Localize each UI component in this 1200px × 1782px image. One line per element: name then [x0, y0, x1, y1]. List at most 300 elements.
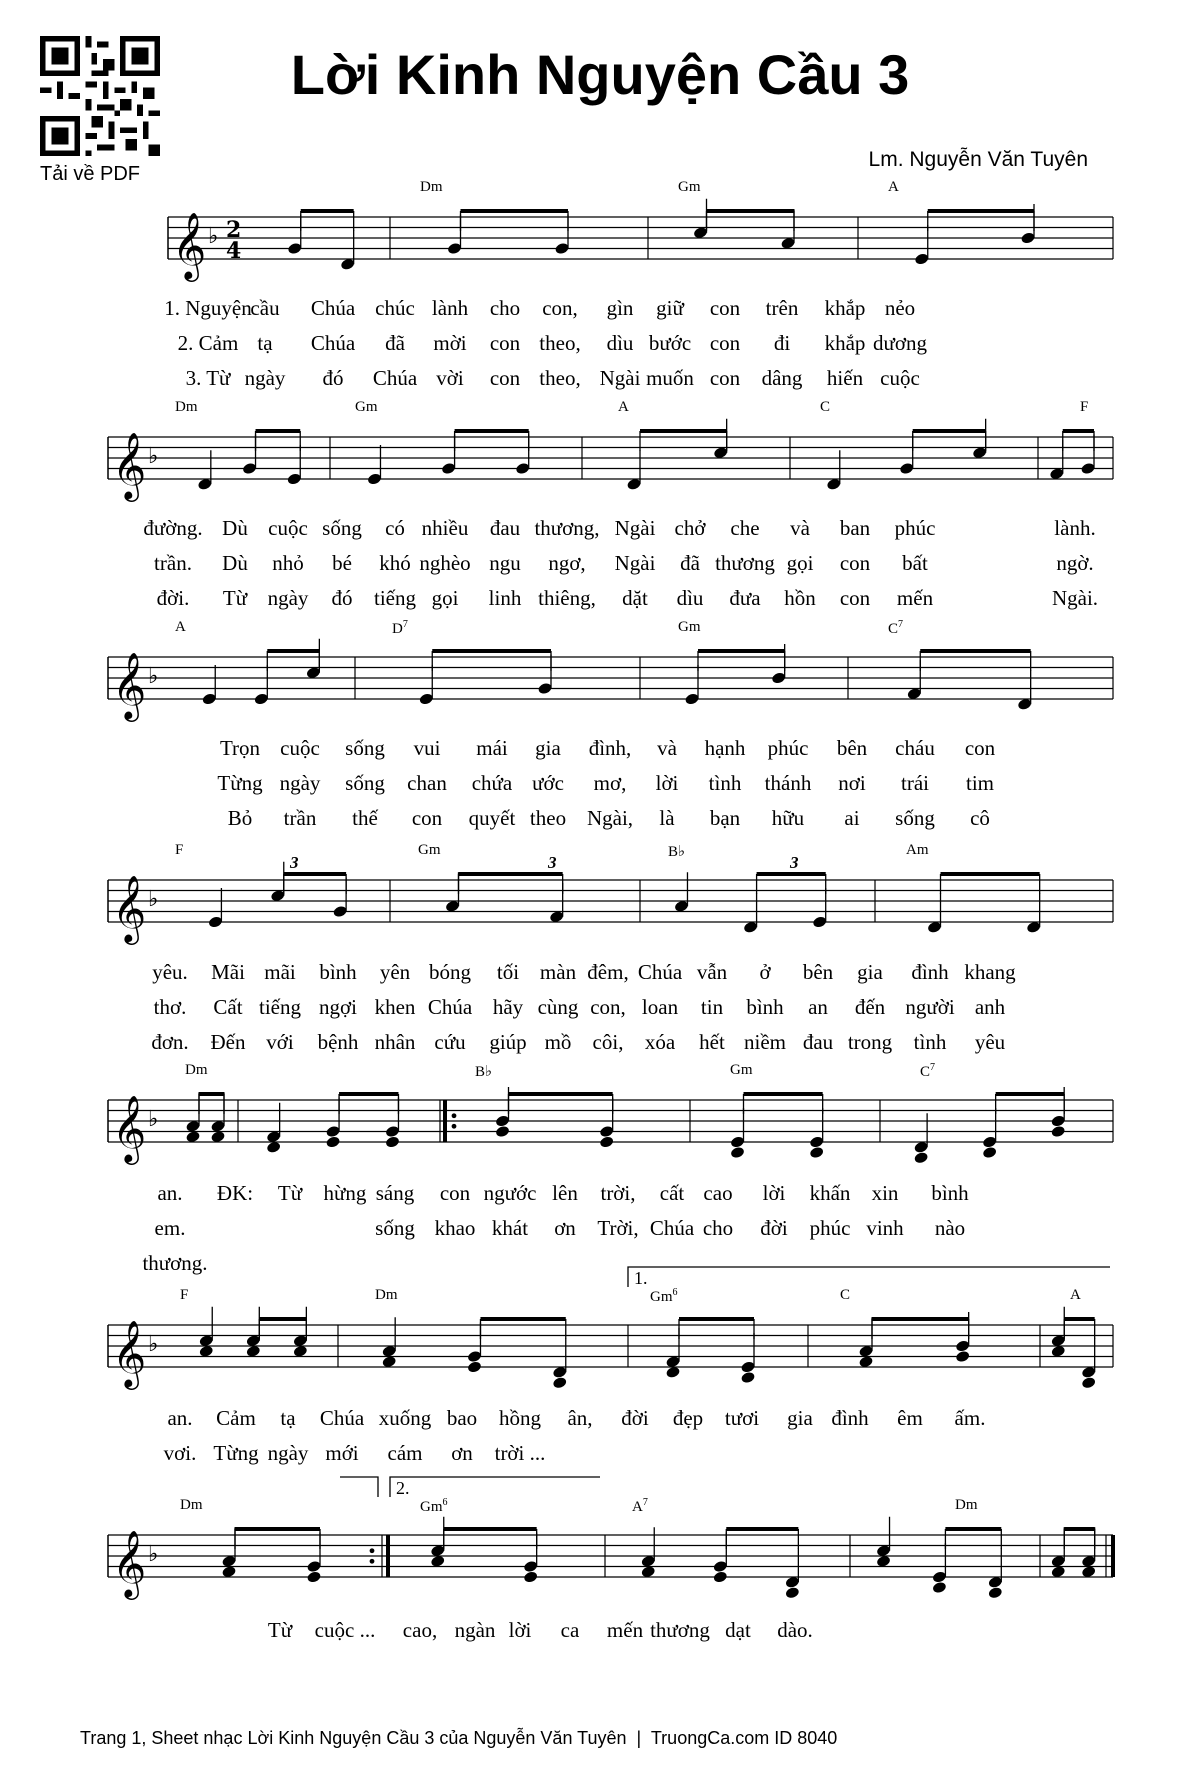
lyric-line	[0, 296, 1200, 322]
lyric-syllable: Chúa	[637, 960, 683, 984]
lyric-line	[0, 1441, 1200, 1467]
lyric-syllable: đã	[385, 331, 405, 355]
lyric-syllable: Từ	[267, 1618, 293, 1642]
lyric-syllable: dìu	[606, 331, 634, 355]
treble-clef: 𝄞	[112, 874, 147, 942]
lyric-syllable: nhiều	[421, 516, 469, 540]
lyric-syllable: đình,	[588, 736, 632, 760]
lyric-syllable: vui	[413, 736, 441, 760]
lyric-syllable: Mãi	[211, 960, 245, 984]
lyric-syllable: Chúa	[310, 331, 356, 355]
lyric-syllable: có	[385, 516, 405, 540]
lyric-syllable: bé	[332, 551, 352, 575]
lyric-syllable: cầu	[250, 296, 280, 320]
note-head	[467, 1360, 482, 1373]
lyric-syllable: phúc	[809, 1216, 851, 1240]
lyric-syllable: tim	[965, 771, 995, 795]
lyric-syllable: bình	[931, 1181, 969, 1205]
lyric-syllable: trần	[283, 806, 317, 830]
treble-clef: 𝄞	[112, 651, 147, 719]
lyric-syllable: Cảm	[216, 1406, 256, 1430]
lyric-syllable: vơi.	[163, 1441, 197, 1465]
lyric-syllable: mến	[606, 1618, 644, 1642]
lyric-syllable: bình	[319, 960, 357, 984]
lyric-line	[0, 516, 1200, 542]
lyric-syllable: Ngài.	[1051, 586, 1099, 610]
lyric-syllable: đi	[773, 331, 791, 355]
lyric-syllable: giúp	[489, 1030, 527, 1054]
composer-name: Lm. Nguyễn Văn Tuyên	[868, 148, 1088, 171]
treble-clef: 𝄞	[112, 1529, 147, 1597]
triplet-marker: 3	[790, 853, 799, 872]
lyric-syllable: cho	[489, 296, 521, 320]
lyric-syllable: yên	[379, 960, 411, 984]
chord-symbol: Dm	[185, 1062, 208, 1078]
lyric-syllable: ngờ.	[1056, 551, 1094, 575]
song-title: Lời Kinh Nguyện Cầu 3	[290, 43, 910, 106]
lyric-syllable: lành	[431, 296, 469, 320]
chord-symbol: Dm	[955, 1497, 978, 1513]
chord-symbol: A	[175, 619, 186, 635]
lyric-line	[0, 1251, 1200, 1277]
lyric-syllable: linh	[488, 586, 522, 610]
note-head	[495, 1125, 510, 1138]
chord-symbol: Gm	[730, 1062, 753, 1078]
lyric-syllable: tin	[700, 995, 724, 1019]
lyric-syllable: ân,	[567, 1406, 593, 1430]
lyric-syllable: ĐK:	[216, 1181, 254, 1205]
chord-symbol: $C^7$	[920, 1062, 936, 1080]
lyric-syllable: bất	[902, 551, 928, 575]
repeat-dot	[452, 1124, 457, 1129]
lyric-syllable: là	[659, 806, 675, 830]
note-head	[809, 1146, 824, 1159]
lyric-syllable: em.	[154, 1216, 186, 1240]
lyric-syllable: chở	[674, 516, 706, 540]
lyric-syllable: khấn	[809, 1181, 851, 1205]
lyric-syllable: Bỏ	[227, 806, 253, 830]
chord-symbol: Gm	[678, 619, 701, 635]
note-head	[552, 1376, 567, 1389]
lyric-syllable: dào.	[777, 1618, 813, 1642]
lyric-syllable: thương	[715, 551, 775, 575]
volta-number: 1.	[634, 1268, 648, 1288]
lyric-syllable: mồ	[544, 1030, 572, 1054]
lyric-syllable: đó	[322, 366, 344, 390]
lyric-syllable: ở	[759, 960, 771, 984]
lyric-syllable: giữ	[656, 296, 684, 320]
lyric-syllable: phúc	[767, 736, 809, 760]
treble-clef: 𝄞	[112, 1094, 147, 1162]
lyric-syllable: con	[489, 366, 521, 390]
lyric-syllable: nào	[934, 1216, 966, 1240]
lyric-syllable: mãi	[264, 960, 296, 984]
lyric-syllable: mến	[896, 586, 934, 610]
lyric-syllable: lời	[762, 1181, 786, 1205]
note-head	[913, 1151, 928, 1164]
lyric-line	[0, 1406, 1200, 1432]
lyric-syllable: sống	[322, 516, 362, 540]
chord-symbol: Dm	[175, 399, 198, 415]
lyric-line	[0, 586, 1200, 612]
repeat-dot	[370, 1559, 375, 1564]
lyric-syllable: cuộc	[268, 516, 308, 540]
lyric-syllable: cô	[970, 806, 990, 830]
lyric-syllable: Từng	[217, 771, 263, 795]
lyric-syllable: Ngài	[599, 366, 641, 390]
lyric-line	[0, 806, 1200, 832]
lyric-syllable: tạ	[280, 1406, 296, 1430]
note-head	[955, 1350, 970, 1363]
lyric-syllable: Từ	[277, 1181, 303, 1205]
note-head	[385, 1135, 400, 1148]
lyric-syllable: đau	[489, 516, 521, 540]
lyric-syllable: thương	[650, 1618, 710, 1642]
lyric-syllable: Ngài	[614, 516, 656, 540]
lyric-syllable: gọi	[786, 551, 814, 575]
lyric-syllable: tạ	[257, 331, 273, 355]
lyric-syllable: con	[709, 296, 741, 320]
lyric-syllable: ngày	[267, 586, 309, 610]
lyric-syllable: lời	[655, 771, 679, 795]
lyric-syllable: khang	[964, 960, 1016, 984]
chord-symbol: $C^7$	[888, 619, 904, 637]
chord-symbol: $D^7$	[392, 619, 408, 637]
time-signature-top: 2	[226, 217, 242, 243]
lyric-syllable: cao,	[402, 1618, 438, 1642]
lyric-syllable: ngàn	[454, 1618, 496, 1642]
note-head	[988, 1586, 1003, 1599]
chord-symbol: C	[820, 399, 831, 415]
lyric-syllable: an	[808, 995, 828, 1019]
lyric-syllable: thánh	[764, 771, 812, 795]
lyric-syllable: gia	[857, 960, 883, 984]
lyric-syllable: ơn	[554, 1216, 576, 1240]
lyric-syllable: Đến	[210, 1030, 246, 1054]
lyric-syllable: khắp	[824, 331, 866, 355]
chord-symbol: A	[888, 179, 899, 195]
chord-symbol: Gm	[355, 399, 378, 415]
lyric-syllable: ơn	[451, 1441, 473, 1465]
chord-symbol: Gm$^6$	[420, 1497, 448, 1515]
lyric-line	[0, 1181, 1200, 1207]
chord-symbol: $A^7$	[632, 1497, 648, 1515]
lyric-syllable: và	[790, 516, 810, 540]
triplet-marker: 3	[548, 853, 557, 872]
lyric-syllable: cuộc ...	[314, 1618, 376, 1642]
lyric-syllable: tiếng	[259, 995, 301, 1019]
lyric-syllable: khao	[434, 1216, 476, 1240]
lyric-syllable: bạn	[709, 806, 741, 830]
lyric-line	[0, 551, 1200, 577]
lyric-syllable: cho	[702, 1216, 734, 1240]
lyric-syllable: thơ.	[153, 995, 187, 1019]
chord-symbol: A	[1070, 1287, 1081, 1303]
lyric-syllable: theo,	[539, 331, 581, 355]
lyric-syllable: con	[489, 331, 521, 355]
lyric-syllable: trái	[901, 771, 929, 795]
lyric-syllable: dâng	[761, 366, 803, 390]
lyric-syllable: thương,	[534, 516, 600, 540]
lyric-syllable: dạt	[725, 1618, 751, 1642]
flat-key-signature: ♭	[148, 1107, 159, 1132]
lyric-syllable: hãy	[492, 995, 524, 1019]
chord-symbol: Dm	[420, 179, 443, 195]
lyric-syllable: xóa	[644, 1030, 676, 1054]
lyric-syllable: ban	[839, 516, 871, 540]
lyric-syllable: nơi	[838, 771, 866, 795]
lyric-syllable: mới	[325, 1441, 359, 1465]
chord-symbol: C	[840, 1287, 851, 1303]
lyric-syllable: bước	[648, 331, 692, 355]
lyric-syllable: theo	[529, 806, 567, 830]
lyric-syllable: yêu	[974, 1030, 1006, 1054]
lyric-syllable: con	[839, 586, 871, 610]
lyric-syllable: người	[905, 995, 955, 1019]
lyric-syllable: hết	[699, 1030, 725, 1054]
lyric-syllable: sống	[345, 736, 385, 760]
note-head	[932, 1581, 947, 1594]
lyric-syllable: ngày	[244, 366, 286, 390]
lyric-syllable: 3. Từ	[185, 366, 231, 390]
lyric-syllable: con	[964, 736, 996, 760]
lyric-syllable: côi,	[592, 1030, 624, 1054]
lyric-syllable: gia	[535, 736, 561, 760]
chord-symbol: Dm	[180, 1497, 203, 1513]
lyric-syllable: an.	[167, 1406, 193, 1430]
lyric-syllable: Dù	[222, 551, 248, 575]
lyric-syllable: hồn	[784, 586, 816, 610]
lyric-syllable: con	[709, 331, 741, 355]
lyric-syllable: Cất	[213, 995, 243, 1019]
lyric-syllable: niềm	[744, 1030, 786, 1054]
lyric-syllable: che	[730, 516, 760, 540]
treble-clef: 𝄞	[112, 431, 147, 499]
note-head	[599, 1135, 614, 1148]
volta-number: 2.	[396, 1478, 410, 1498]
lyric-syllable: Trọn	[219, 736, 261, 760]
note-head	[523, 1570, 538, 1583]
lyric-syllable: thương.	[142, 1251, 208, 1275]
lyric-syllable: dương	[873, 331, 927, 355]
lyric-syllable: đơn.	[151, 1030, 189, 1054]
page-footer: Trang 1, Sheet nhạc Lời Kinh Nguyện Cầu 3 của Nguyễn Văn Tuyên | TruongCa.com ID 8040	[80, 1728, 838, 1748]
lyric-syllable: khắp	[824, 296, 866, 320]
note-head	[306, 1570, 321, 1583]
lyric-syllable: đình	[831, 1406, 869, 1430]
lyric-syllable: hừng	[323, 1181, 367, 1205]
note-head	[1081, 1376, 1096, 1389]
lyric-syllable: đời.	[156, 586, 190, 610]
lyric-syllable: Ngài,	[586, 806, 634, 830]
lyric-syllable: gọi	[431, 586, 459, 610]
lyric-syllable: bệnh	[317, 1030, 359, 1054]
lyric-syllable: ước	[532, 771, 564, 795]
lyric-line	[0, 736, 1200, 762]
lyric-syllable: trời ...	[494, 1441, 546, 1465]
flat-key-signature: ♭	[148, 887, 159, 912]
lyric-syllable: khen	[374, 995, 416, 1019]
lyric-syllable: con	[839, 551, 871, 575]
lyric-syllable: đêm,	[587, 960, 629, 984]
lyric-syllable: khát	[491, 1216, 529, 1240]
note-head	[713, 1570, 728, 1583]
lyric-syllable: mơ,	[593, 771, 627, 795]
lyric-syllable: Từng	[213, 1441, 259, 1465]
lyric-syllable: dìu	[676, 586, 704, 610]
lyric-syllable: trên	[765, 296, 799, 320]
lyric-syllable: đó	[331, 586, 353, 610]
note-head	[1050, 1125, 1065, 1138]
chord-symbol: Gm	[678, 179, 701, 195]
flat-key-signature: ♭	[148, 664, 159, 689]
chord-symbol: F	[1080, 399, 1089, 415]
lyric-syllable: đường.	[143, 516, 203, 540]
lyric-syllable: cất	[659, 1181, 685, 1205]
lyric-syllable: Chúa	[310, 296, 356, 320]
lyric-syllable: gìn	[606, 296, 634, 320]
lyric-syllable: anh	[974, 995, 1006, 1019]
footer-site-id: TruongCa.com ID 8040	[650, 1728, 838, 1748]
treble-clef: 𝄞	[172, 211, 207, 279]
lyric-syllable: nhân	[374, 1030, 416, 1054]
chord-symbol: Dm	[375, 1287, 398, 1303]
lyric-syllable: cuộc	[880, 366, 920, 390]
lyric-syllable: muốn	[646, 366, 694, 390]
lyric-syllable: khó	[379, 551, 411, 575]
lyric-syllable: 1. Nguyện	[164, 296, 252, 320]
lyric-syllable: an.	[157, 1181, 183, 1205]
flat-key-signature: ♭	[148, 1332, 159, 1357]
lyric-syllable: trời,	[600, 1181, 636, 1205]
note-head	[730, 1146, 745, 1159]
lyric-syllable: chứa	[471, 771, 513, 795]
flat-key-signature: ♭	[148, 1542, 159, 1567]
lyric-syllable: ai	[844, 806, 860, 830]
note-head	[785, 1586, 800, 1599]
flat-key-signature: ♭	[148, 444, 159, 469]
chord-symbol: Gm	[418, 842, 441, 858]
volta-bracket	[390, 1477, 600, 1497]
lyric-syllable: bình	[746, 995, 784, 1019]
lyric-syllable: nẻo	[884, 296, 916, 320]
lyric-syllable: cháu	[895, 736, 935, 760]
chord-symbol: F	[180, 1287, 189, 1303]
repeat-dot	[452, 1113, 457, 1118]
lyric-syllable: đời	[760, 1216, 788, 1240]
lyric-syllable: thế	[352, 806, 378, 830]
chord-symbol: B♭	[668, 844, 686, 860]
lyric-syllable: loan	[641, 995, 679, 1019]
lyric-syllable: với	[266, 1030, 294, 1054]
lyric-syllable: ngày	[267, 1441, 309, 1465]
footer-page-info: Trang 1, Sheet nhạc Lời Kinh Nguyện Cầu 3 của Nguyễn Văn Tuyên	[80, 1728, 627, 1748]
lyric-syllable: đã	[680, 551, 700, 575]
lyric-syllable: con,	[590, 995, 626, 1019]
lyric-syllable: cùng	[537, 995, 579, 1019]
lyric-syllable: xin	[871, 1181, 899, 1205]
lyric-syllable: ngơ,	[548, 551, 586, 575]
lyric-syllable: lành.	[1054, 516, 1096, 540]
lyric-line	[0, 331, 1200, 357]
lyric-syllable: tình	[913, 1030, 947, 1054]
lyric-syllable: đình	[911, 960, 949, 984]
lyric-syllable: 2. Cảm	[177, 331, 239, 355]
lyric-syllable: dặt	[622, 586, 648, 610]
lyric-syllable: thiêng,	[538, 586, 596, 610]
lyric-syllable: sống	[895, 806, 935, 830]
lyric-syllable: con	[439, 1181, 471, 1205]
download-pdf-link[interactable]: Tải về PDF	[40, 163, 141, 185]
lyric-syllable: phúc	[894, 516, 936, 540]
note-head	[982, 1146, 997, 1159]
lyric-syllable: và	[657, 736, 677, 760]
lyric-syllable: ấm.	[954, 1406, 986, 1430]
lyric-line	[0, 1030, 1200, 1056]
lyric-syllable: Từ	[222, 586, 248, 610]
lyric-syllable: đẹp	[672, 1406, 704, 1430]
lyric-syllable: vinh	[866, 1216, 904, 1240]
lyric-line	[0, 366, 1200, 392]
lyric-syllable: đau	[802, 1030, 834, 1054]
lyric-syllable: Ngài	[614, 551, 656, 575]
lyric-syllable: ngợi	[319, 995, 357, 1019]
lyric-syllable: đưa	[729, 586, 761, 610]
lyric-syllable: trần.	[154, 551, 192, 575]
lyric-syllable: lên	[552, 1181, 578, 1205]
lyric-syllable: vời	[436, 366, 464, 390]
lyric-syllable: hữu	[771, 806, 805, 830]
lyric-syllable: sống	[375, 1216, 415, 1240]
lyric-syllable: trong	[847, 1030, 893, 1054]
chord-symbol: A	[618, 399, 629, 415]
lyric-syllable: ngày	[279, 771, 321, 795]
lyric-syllable: theo,	[539, 366, 581, 390]
lyric-syllable: sáng	[375, 1181, 415, 1205]
lyric-syllable: con	[411, 806, 443, 830]
lyric-line	[0, 1216, 1200, 1242]
lyric-syllable: màn	[539, 960, 577, 984]
lyric-syllable: ca	[560, 1618, 580, 1642]
lyric-syllable: Chúa	[319, 1406, 365, 1430]
lyric-syllable: đời	[621, 1406, 649, 1430]
volta-bracket-end	[340, 1477, 378, 1497]
lyric-syllable: êm	[897, 1406, 923, 1430]
lyric-syllable: sống	[345, 771, 385, 795]
lyric-syllable: nghèo	[419, 551, 471, 575]
lyric-syllable: Chúa	[427, 995, 473, 1019]
triplet-marker: 3	[290, 853, 299, 872]
chord-symbol: Am	[906, 842, 929, 858]
lyric-syllable: tình	[708, 771, 742, 795]
lyric-syllable: Chúa	[649, 1216, 695, 1240]
lyric-syllable: quyết	[468, 806, 516, 830]
lyric-syllable: tươi	[724, 1406, 760, 1430]
lyric-syllable: bên	[836, 736, 868, 760]
lyric-line	[0, 995, 1200, 1021]
chord-symbol: B♭	[475, 1064, 493, 1080]
treble-clef: 𝄞	[112, 1319, 147, 1387]
lyric-syllable: bao	[446, 1406, 478, 1430]
time-signature-bottom: 4	[226, 238, 242, 264]
repeat-dot	[370, 1548, 375, 1553]
lyric-syllable: cứu	[434, 1030, 466, 1054]
lyric-syllable: yêu.	[152, 960, 188, 984]
lyric-syllable: hiến	[826, 366, 864, 390]
lyric-syllable: con	[709, 366, 741, 390]
lyric-syllable: mái	[476, 736, 508, 760]
lyric-syllable: chúc	[375, 296, 415, 320]
